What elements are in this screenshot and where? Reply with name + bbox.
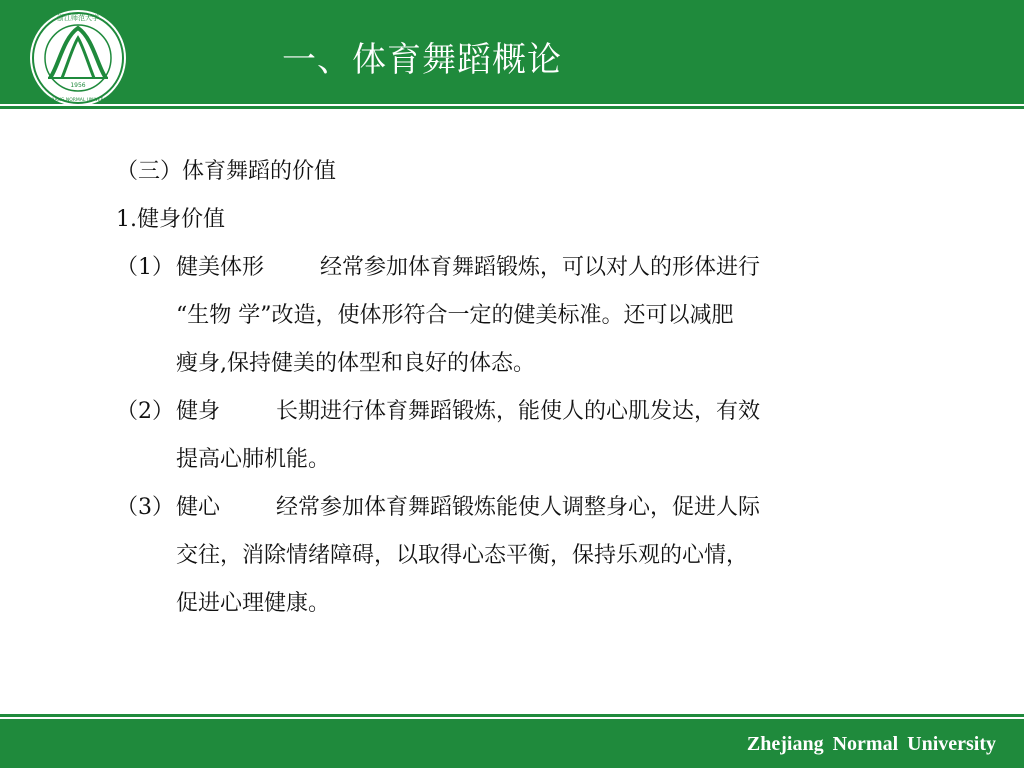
footer-divider <box>0 714 1024 717</box>
item-text-continued: 交往，消除情绪障碍，以取得心态平衡，保持乐观的心情， <box>176 543 749 568</box>
item-text: 经常参加体育舞蹈锻炼能使人调整身心，促进人际 <box>276 495 761 520</box>
item-text-continued: “生物 学”改造，使体形符合一定的健美标准。还可以减肥 <box>176 303 734 328</box>
item-text: 经常参加体育舞蹈锻炼，可以对人的形体进行 <box>320 255 761 280</box>
slide-title: 一、体育舞蹈概论 <box>282 40 562 80</box>
item-number: （3） <box>116 495 174 520</box>
item-text-continued: 瘦身,保持健美的体型和良好的体态。 <box>176 351 535 376</box>
footer-bar <box>0 719 1024 768</box>
logo-text-bottom: ZHEJIANG NORMAL UNIVERSITY <box>42 98 114 103</box>
item-term: 健身 <box>176 399 221 424</box>
header-divider <box>0 106 1024 109</box>
logo-text-top: 浙江师范大学 <box>57 14 99 22</box>
item-text-continued: 促进心理健康。 <box>176 591 331 616</box>
slide-content <box>116 148 926 628</box>
subsection-heading: 1.健身价值 <box>116 207 225 232</box>
footer-university-name: Zhejiang Normal University <box>746 733 996 755</box>
item-text: 长期进行体育舞蹈锻炼，能使人的心肌发达，有效 <box>276 399 761 424</box>
university-logo <box>28 8 128 108</box>
item-term: 健美体形 <box>176 255 265 280</box>
item-text-continued: 提高心肺机能。 <box>176 447 331 472</box>
list-item <box>116 484 926 628</box>
list-item <box>116 244 926 388</box>
logo-year: 1956 <box>70 82 86 89</box>
section-heading: （三）体育舞蹈的价值 <box>116 159 337 184</box>
item-term: 健心 <box>176 495 221 520</box>
item-number: （1） <box>116 255 174 280</box>
item-number: （2） <box>116 399 174 424</box>
list-item <box>116 388 926 484</box>
